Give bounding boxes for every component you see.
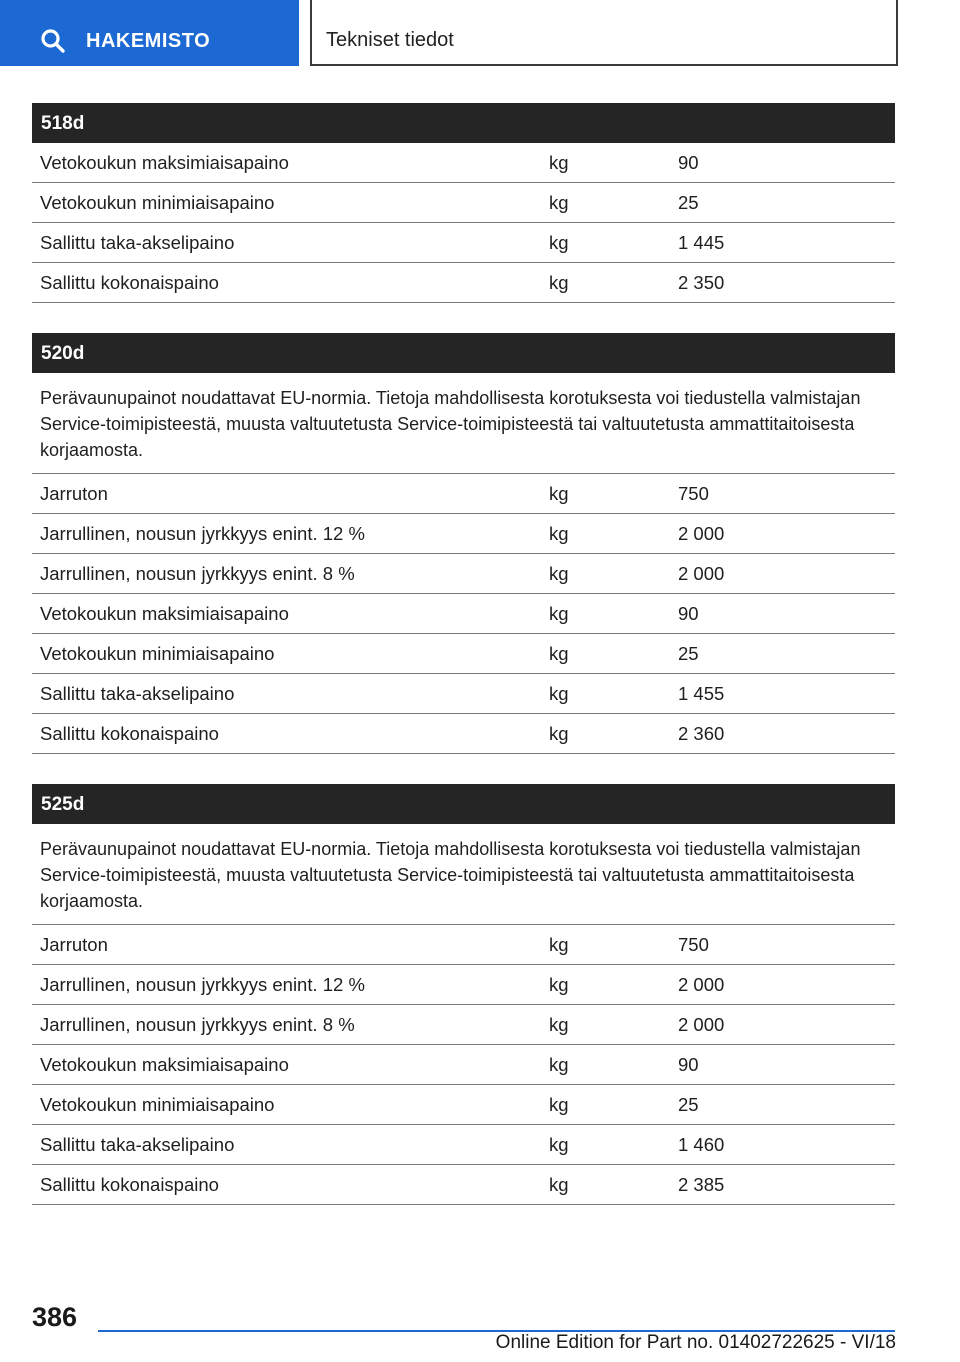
row-unit: kg xyxy=(549,933,569,955)
row-value: 750 xyxy=(678,933,709,955)
row-name: Sallittu taka-akselipaino xyxy=(40,231,235,253)
table-row xyxy=(32,1045,895,1085)
row-value: 90 xyxy=(678,1053,699,1075)
row-unit: kg xyxy=(549,151,569,173)
section-header: 518d xyxy=(32,103,895,143)
table-row xyxy=(32,594,895,634)
table-row xyxy=(32,514,895,554)
spec-content xyxy=(32,103,895,1235)
row-unit: kg xyxy=(549,522,569,544)
row-value: 25 xyxy=(678,1093,699,1115)
table-row xyxy=(32,474,895,514)
row-unit: kg xyxy=(549,271,569,293)
row-name: Vetokoukun maksimiaisapaino xyxy=(40,602,289,624)
index-button[interactable] xyxy=(0,0,299,66)
row-unit: kg xyxy=(549,1133,569,1155)
row-name: Sallittu kokonaispaino xyxy=(40,722,219,744)
row-name: Jarrullinen, nousun jyrkkyys enint. 12 % xyxy=(40,522,365,544)
row-unit: kg xyxy=(549,1013,569,1035)
row-unit: kg xyxy=(549,722,569,744)
row-unit: kg xyxy=(549,562,569,584)
table-row xyxy=(32,554,895,594)
row-name: Vetokoukun minimiaisapaino xyxy=(40,1093,275,1115)
row-value: 750 xyxy=(678,482,709,504)
table-row xyxy=(32,925,895,965)
row-value: 2 000 xyxy=(678,973,725,995)
section-note: Perävaunupainot noudattavat EU-normia. Tietoja mahdollisesta korotuksesta voi tiedustella valmistajan Service-toimipisteestä, muusta valtuutetusta Service-toimipisteestä tai valtuutetusta ammattitaitoisesta korjaamosta. xyxy=(32,824,895,925)
row-unit: kg xyxy=(549,231,569,253)
table-row xyxy=(32,183,895,223)
row-name: Jarruton xyxy=(40,482,108,504)
table-row xyxy=(32,1125,895,1165)
table-row xyxy=(32,674,895,714)
row-unit: kg xyxy=(549,642,569,664)
spec-section-525d xyxy=(32,784,895,1205)
row-value: 25 xyxy=(678,191,699,213)
row-name: Vetokoukun minimiaisapaino xyxy=(40,642,275,664)
section-header: 520d xyxy=(32,333,895,373)
row-value: 2 385 xyxy=(678,1173,725,1195)
edition-text: Online Edition for Part no. 01402722625 - VI/18 xyxy=(495,1332,896,1353)
row-unit: kg xyxy=(549,191,569,213)
table-row xyxy=(32,1165,895,1205)
row-value: 1 455 xyxy=(678,682,725,704)
row-name: Sallittu taka-akselipaino xyxy=(40,1133,235,1155)
table-row xyxy=(32,223,895,263)
row-value: 25 xyxy=(678,642,699,664)
row-value: 1 460 xyxy=(678,1133,725,1155)
row-value: 1 445 xyxy=(678,231,725,253)
page-number: 386 xyxy=(32,1302,78,1332)
row-name: Jarrullinen, nousun jyrkkyys enint. 12 % xyxy=(40,973,365,995)
row-unit: kg xyxy=(549,1093,569,1115)
row-name: Vetokoukun maksimiaisapaino xyxy=(40,151,289,173)
row-value: 2 000 xyxy=(678,1013,725,1035)
row-unit: kg xyxy=(549,482,569,504)
row-name: Sallittu kokonaispaino xyxy=(40,1173,219,1195)
row-value: 2 000 xyxy=(678,562,725,584)
table-row xyxy=(32,634,895,674)
table-row xyxy=(32,714,895,754)
section-note: Perävaunupainot noudattavat EU-normia. Tietoja mahdollisesta korotuksesta voi tiedustella valmistajan Service-toimipisteestä, muusta valtuutetusta Service-toimipisteestä tai valtuutetusta ammattitaitoisesta korjaamosta. xyxy=(32,373,895,474)
row-value: 90 xyxy=(678,151,699,173)
spec-section-520d xyxy=(32,333,895,754)
row-unit: kg xyxy=(549,1173,569,1195)
table-row xyxy=(32,965,895,1005)
table-row xyxy=(32,1005,895,1045)
section-title: Tekniset tiedot xyxy=(326,29,454,51)
row-unit: kg xyxy=(549,602,569,624)
row-unit: kg xyxy=(549,1053,569,1075)
section-header: 525d xyxy=(32,784,895,824)
table-row xyxy=(32,263,895,303)
page-footer xyxy=(0,1290,960,1362)
row-value: 2 000 xyxy=(678,522,725,544)
row-value: 2 350 xyxy=(678,271,725,293)
search-icon xyxy=(40,28,66,54)
row-value: 2 360 xyxy=(678,722,725,744)
table-row xyxy=(32,143,895,183)
row-name: Jarrullinen, nousun jyrkkyys enint. 8 % xyxy=(40,562,355,584)
row-name: Vetokoukun maksimiaisapaino xyxy=(40,1053,289,1075)
row-unit: kg xyxy=(549,682,569,704)
index-label: HAKEMISTO xyxy=(86,30,211,52)
row-unit: kg xyxy=(549,973,569,995)
section-tab[interactable] xyxy=(310,0,898,66)
spec-section-518d xyxy=(32,103,895,303)
top-bar xyxy=(0,0,960,66)
row-name: Jarruton xyxy=(40,933,108,955)
table-row xyxy=(32,1085,895,1125)
row-name: Sallittu taka-akselipaino xyxy=(40,682,235,704)
row-name: Jarrullinen, nousun jyrkkyys enint. 8 % xyxy=(40,1013,355,1035)
row-name: Sallittu kokonaispaino xyxy=(40,271,219,293)
row-name: Vetokoukun minimiaisapaino xyxy=(40,191,275,213)
row-value: 90 xyxy=(678,602,699,624)
